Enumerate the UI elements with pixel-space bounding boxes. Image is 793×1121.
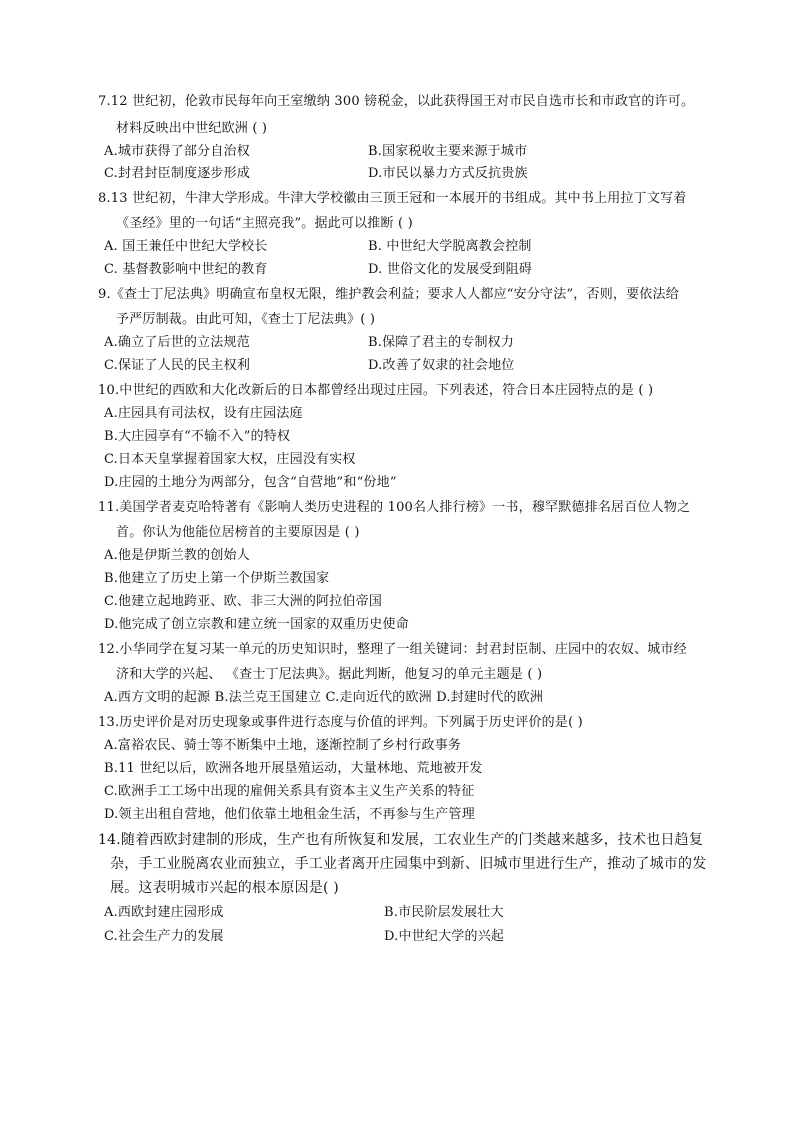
option-a: A.他是伊斯兰教的创始人 [104, 548, 250, 563]
option-d: D.领主出租自营地，他们依靠土地租金生活，不再参与生产管理 [104, 807, 475, 822]
question-stem-line: 济和大学的兴起、 《查士丁尼法典》。据此判断，他复习的单元主题是 ( ) [116, 667, 543, 682]
question-stem-line: 予严厉制裁。由此可知，《查士丁尼法典》( ) [116, 312, 376, 327]
option-d: D.改善了奴隶的社会地位 [368, 358, 515, 373]
option-a: A.庄园具有司法权，设有庄园法庭 [104, 406, 303, 421]
option-d: D. 世俗文化的发展受到阻碍 [368, 262, 533, 277]
question-stem-line: 11.美国学者麦克哈特著有《影响人类历史进程的 100名人排行榜》一书，穆罕默德排名居百位人物之 [98, 500, 691, 515]
option-c: C.保证了人民的民主权利 [104, 358, 251, 373]
options-row: A.西方文明的起源 B.法兰克王国建立 C.走向近代的欧洲 D.封建时代的欧洲 [104, 690, 544, 705]
option-c: C.他建立起地跨亚、欧、非三大洲的阿拉伯帝国 [104, 594, 383, 609]
option-b: B.11 世纪以后，欧洲各地开展垦殖运动，大量林地、荒地被开发 [104, 761, 483, 776]
option-a: A. 国王兼任中世纪大学校长 [104, 239, 268, 254]
question-stem-line: 首。你认为他能位居榜首的主要原因是 ( ) [116, 525, 360, 540]
option-a: A.城市获得了部分自治权 [104, 144, 250, 159]
option-a: A.西欧封建庄园形成 [104, 905, 224, 920]
option-b: B.国家税收主要来源于城市 [368, 144, 528, 159]
question-stem-line: 《圣经》里的一句话“主照亮我”。据此可以推断 ( ) [116, 216, 413, 231]
question-stem-line: 材料反映出中世纪欧洲 ( ) [116, 121, 268, 136]
option-c: C.日本天皇掌握着国家大权，庄园没有实权 [104, 452, 356, 467]
question-stem-line: 12.小华同学在复习某一单元的历史知识时，整理了一组关键词：封君封臣制、庄园中的农奴、城市经 [98, 642, 687, 657]
question-stem-line: 杂，手工业脱离农业而独立，手工业者离开庄园集中到新、旧城市里进行生产，推动了城市的发 [110, 856, 707, 872]
option-d: D.庄园的土地分为两部分，包含“自营地”和“份地” [104, 475, 397, 490]
question-stem-line: 13.历史评价是对历史现象或事件进行态度与价值的评判。下列属于历史评价的是( ) [98, 715, 583, 730]
option-b: B.他建立了历史上第一个伊斯兰教国家 [104, 571, 330, 586]
option-b: B.保障了君主的专制权力 [368, 335, 515, 350]
option-a: A.富裕农民、骑士等不断集中土地，逐渐控制了乡村行政事务 [104, 738, 462, 753]
option-b: B. 中世纪大学脱离教会控制 [368, 239, 532, 254]
option-d: D.中世纪大学的兴起 [384, 929, 505, 944]
question-stem-line: 8.13 世纪初，牛津大学形成。牛津大学校徽由三顶王冠和一本展开的书组成。其中书上用拉丁文写着 [98, 191, 687, 206]
question-stem-line: 9.《查士丁尼法典》明确宣布皇权无限，维护教会利益；要求人人都应“安分守法”，否则，要依法给 [98, 287, 679, 302]
option-b: B.市民阶层发展壮大 [384, 905, 504, 920]
question-stem-line: 7.12 世纪初，伦敦市民每年向王室缴纳 300 镑税金，以此获得国王对市民自选市长和市政官的许可。 [98, 94, 695, 109]
option-c: C.欧洲手工工场中出现的雇佣关系具有资本主义生产关系的特征 [104, 784, 475, 799]
option-a: A.确立了后世的立法规范 [104, 335, 250, 350]
option-c: C.社会生产力的发展 [104, 929, 224, 944]
option-c: C. 基督教影响中世纪的教育 [104, 262, 268, 277]
question-stem-line: 展。这表明城市兴起的根本原因是( ) [110, 880, 339, 896]
question-stem-line: 10.中世纪的西欧和大化改新后的日本都曾经出现过庄园。下列表述，符合日本庄园特点的是 ( ) [98, 383, 654, 398]
option-d: D.市民以暴力方式反抗贵族 [368, 166, 528, 181]
option-c: C.封君封臣制度逐步形成 [104, 166, 251, 181]
option-b: B.大庄园享有“不输不入”的特权 [104, 429, 291, 444]
option-d: D.他完成了创立宗教和建立统一国家的双重历史使命 [104, 617, 409, 632]
question-stem-line: 14.随着西欧封建制的形成，生产也有所恢复和发展，工农业生产的门类越来越多，技术也日趋复 [98, 832, 704, 848]
